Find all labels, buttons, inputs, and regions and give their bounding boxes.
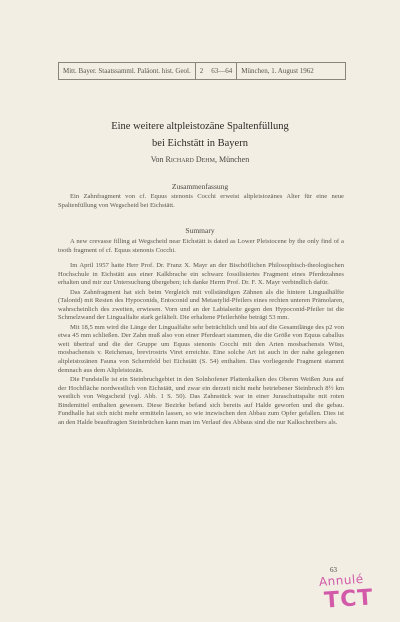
zusammenfassung-paragraph: Ein Zahnfragment von cf. Equus stenonis Cocchi erweist altpleistozänes Alter für eine neue Spaltenfüllung von Wegscheid bei Eichstätt.	[58, 193, 344, 209]
stamp-line-1: Annulé	[318, 571, 365, 589]
author-place: München	[218, 155, 250, 164]
journal-name: Mitt. Bayer. Staatssamml. Paläont. hist. Geol.	[63, 67, 191, 75]
zusammenfassung-text	[58, 193, 344, 211]
author-prefix: Von	[150, 155, 164, 164]
body-paragraph-4: Die Fundstelle ist ein Steinbruchgebiet in den Solnhofener Plattenkalken des Oberen Weißen Jura auf der Hochfläche nordwestlich von Eichstätt, und zwar ein derzeit nicht mehr betriebener Steinbruch 8½ km westlich von Wegscheid (vgl. Abb. 1 S. 50). Das Zahnstück war in einer Juraschuttspalte mit roten Bindemittel enthalten gewesen. Diese Bezirke befand sich bereits auf Halde geworfen und die gebau. Fundhalle hat sich nicht mehr ermitteln lassen, so wie inzwischen den Abbau zum Opfer gefallen. Dies ist an den Halde beauftragten Steinbrüchen kann man im Verlauf des Abbaus sind die nur Kalkschreibers als.	[58, 376, 344, 426]
summary-heading: Summary	[185, 226, 215, 235]
journal-volume: 2	[199, 67, 204, 75]
body-text	[58, 262, 344, 428]
summary-text	[58, 238, 344, 256]
stamp-line-2: TCT	[323, 585, 375, 614]
journal-pages: 63—64	[211, 67, 233, 75]
journal-date: München, 1. August 1962	[241, 67, 314, 75]
zusammenfassung-heading: Zusammenfassung	[171, 182, 229, 191]
article-author	[0, 155, 400, 164]
body-paragraph-1: Im April 1957 hatte Herr Prof. Dr. Franz X. Mayr an der Bischöflichen Philosophisch-theologischen Hochschule in Eichstätt aus einer Kalkbrache ein schwarz fossilisiertes Fragment eines Pferdezahnes erhalten und mir zur Untersuchung übergeben; ich danke Herrn Prof. Dr. F. X. Mayr verbindlich dafür.	[58, 262, 344, 287]
article-title	[0, 118, 400, 152]
annule-stamp	[316, 571, 379, 621]
title-line-2: bei Eichstätt in Bayern	[152, 138, 248, 149]
summary-paragraph: A new crevasse filling at Wegscheid near Eichstätt is dated as Lower Pleistocene by the only find of a tooth fragment of cf. Equus stenonis Cocchi.	[58, 238, 344, 254]
author-name: Richard Dehm,	[165, 155, 217, 164]
title-line-1: Eine weitere altpleistozäne Spaltenfüllung	[111, 121, 289, 132]
body-paragraph-2: Das Zahnfragment hat sich beim Vergleich mit vollständigen Zähnen als die hintere Lingualhälfte (Talonid) mit Resten des Hypoconids, Entoconid und Metastylid-Pfeilers eines rechten unteren Prämolaren, wahrscheinlich des zweiten, erwiesen. Vorn und an der Labialseite gegen den Hypoconid-Pfeiler ist die Schmelzwand der Lingualfalte stark gefältelt. Die erhaltene Pfeilerhöhe beträgt 53 mm.	[58, 288, 344, 322]
body-paragraph-3: Mit 18,5 mm wird die Länge der Lingualfalte sehr beträchtlich und bis auf die Gesamtlänge des p2 von etwa 45 mm schließen. Der Zahn muß also von einer Pferdeart stammen, die die Größe von Equus caballus weit übertraf und die der Gruppe um Equus stenonis Cocchi mit den Arten mosbachensis Wüst, mosbachensis v. Reichenau, brevirostris Viret erreichte. Eine solche Art ist auch in der nahe gelegenen altpleistozänen Fauna von Schernfeld bei Eichstätt (S. 54) enthalten. Das vorliegende Fragment stammt demnach aus dem Altpleistozän.	[58, 323, 344, 374]
page-number: 63	[330, 566, 337, 574]
journal-header	[58, 62, 346, 80]
